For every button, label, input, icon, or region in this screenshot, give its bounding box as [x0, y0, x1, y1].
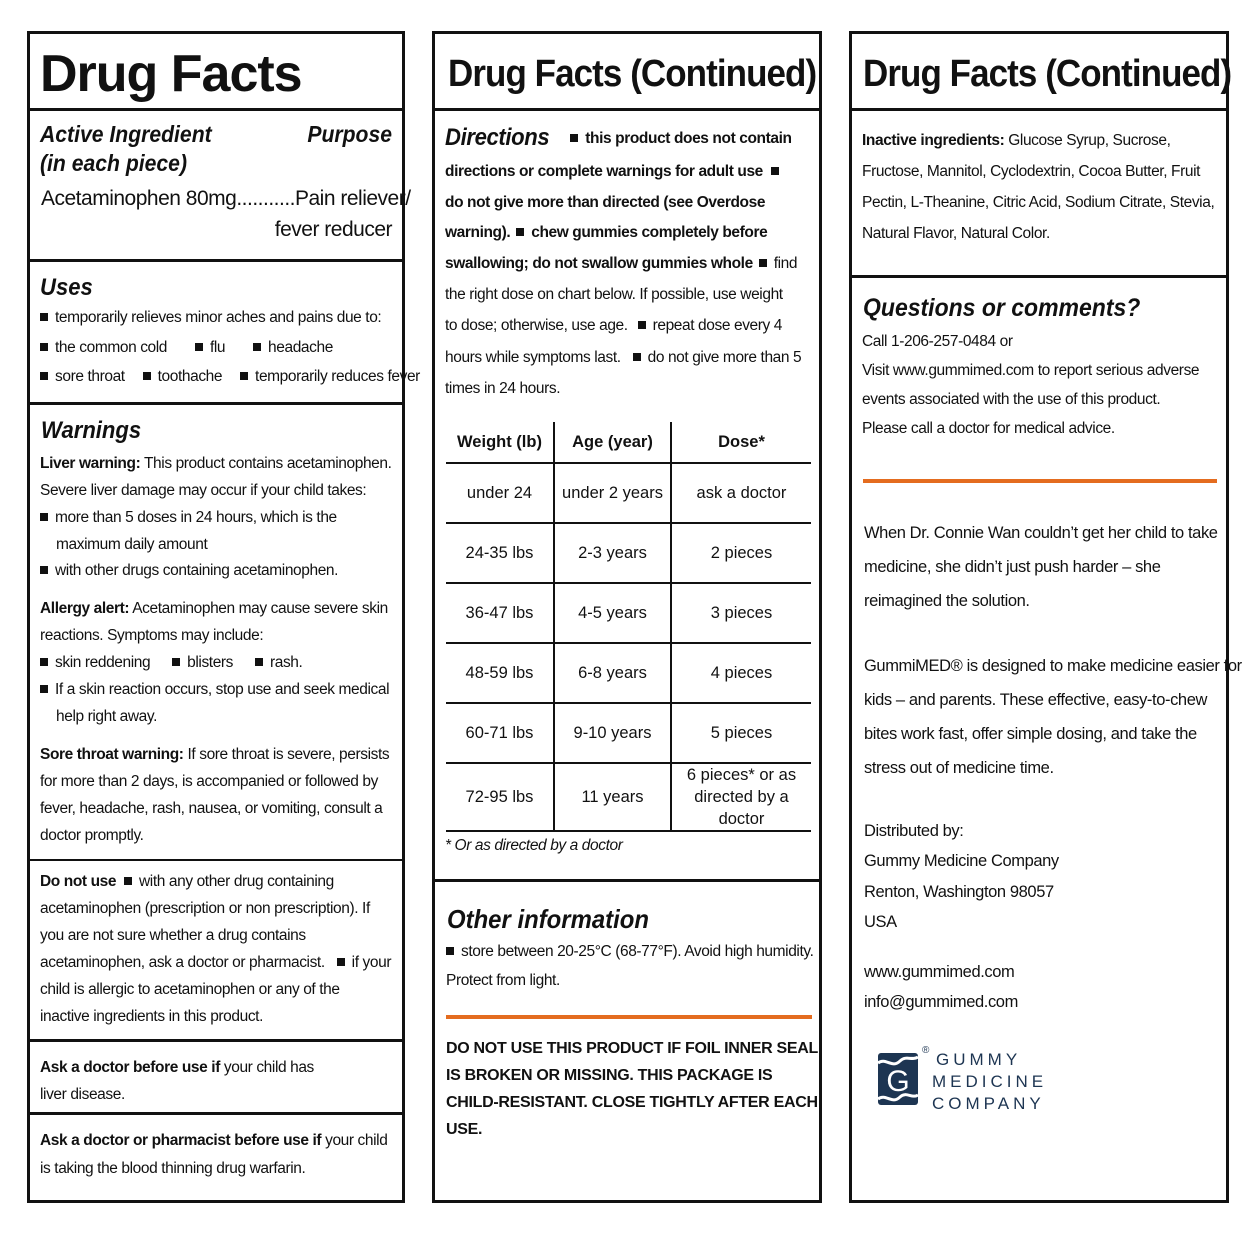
cell-weight: 60-71 lbs — [446, 704, 555, 762]
questions-line-1: Call 1-206-257-0484 or — [862, 333, 1013, 350]
donot-text-6: inactive ingredients in this product. — [40, 1008, 263, 1025]
ingredient-name: Acetaminophen 80mg — [41, 187, 237, 210]
liver-bullet-1-cont: maximum daily amount — [56, 536, 208, 553]
cell-age: under 2 years — [555, 464, 672, 522]
allergy-text: reactions. Symptoms may include: — [40, 627, 264, 644]
directions-line-6: the right dose on chart below. If possible, use weight — [445, 286, 783, 303]
seal-warning-4: USE. — [446, 1121, 483, 1138]
story-line-2: medicine, she didn’t just push harder – she — [864, 558, 1161, 576]
uses-row-1: the common cold flu headache — [40, 334, 333, 361]
liver-bullet-1: more than 5 doses in 24 hours, which is the — [40, 504, 337, 531]
brand-line-3: bites work fast, offer simple dosing, and take the — [864, 725, 1197, 743]
logo-text-line-1: GUMMY — [936, 1050, 1022, 1069]
questions-section — [852, 278, 1242, 1200]
questions-line-2: Visit www.gummimed.com to report serious adverse — [862, 362, 1200, 379]
liver-warning: Liver warning: This product contains acetaminophen. — [40, 455, 392, 472]
uses-intro: temporarily relieves minor aches and pains due to: — [40, 304, 381, 331]
cell-weight: 48-59 lbs — [446, 644, 555, 702]
questions-line-4: Please call a doctor for medical advice. — [862, 420, 1115, 437]
cell-weight: 24-35 lbs — [446, 524, 555, 582]
cell-dose: 6 pieces* or as directed by a doctor — [686, 766, 797, 828]
directions-section — [435, 111, 819, 882]
do-not-use: Do not use with any other drug containing — [40, 873, 334, 890]
table-footnote: * Or as directed by a doctor — [445, 837, 623, 854]
donot-text-5: child is allergic to acetaminophen or any of the — [40, 981, 340, 998]
sore-throat-warning: Sore throat warning: If sore throat is severe, persists — [40, 746, 390, 763]
drug-facts-panel — [27, 31, 420, 1203]
panel-title: Drug Facts (Continued) — [863, 53, 1232, 95]
warnings-section — [30, 405, 402, 861]
table-row — [446, 464, 811, 524]
donot-text-4: acetaminophen, ask a doctor or pharmacist. if your — [40, 954, 392, 971]
svg-text:G: G — [886, 1065, 910, 1098]
other-heading: Other information — [447, 904, 649, 934]
table-row — [446, 764, 811, 832]
inactive-ingredients-section — [852, 111, 1226, 278]
questions-heading: Questions or comments? — [863, 294, 1141, 322]
cell-dose: 5 pieces — [710, 724, 773, 742]
panel-title: Drug Facts (Continued) — [448, 53, 817, 95]
directions-line-7: to dose; otherwise, use age. repeat dose every 4 — [445, 317, 782, 334]
cell-dose: ask a doctor — [696, 484, 787, 502]
other-line-2: Protect from light. — [446, 972, 560, 989]
cell-age: 6-8 years — [555, 644, 672, 702]
allergy-bullet-2: If a skin reaction occurs, stop use and seek medical — [40, 676, 389, 703]
uses-heading: Uses — [40, 274, 93, 301]
active-heading: Active Ingredient — [40, 121, 212, 147]
leader-dots: ........... — [236, 187, 295, 210]
cell-weight: under 24 — [446, 464, 555, 522]
table-row — [446, 524, 811, 584]
ask-doctor-cont: liver disease. — [40, 1086, 125, 1103]
seal-warning-1: DO NOT USE THIS PRODUCT IF FOIL INNER SEAL — [446, 1040, 819, 1057]
donot-text-3: you are not sure whether a drug contains — [40, 927, 306, 944]
seal-warning-2: IS BROKEN OR MISSING. THIS PACKAGE IS — [446, 1067, 773, 1084]
story-line-3: reimagined the solution. — [864, 592, 1030, 610]
liver-bullet-2: with other drugs containing acetaminophen. — [40, 557, 338, 584]
logo-text-line-3: COMPANY — [932, 1094, 1045, 1113]
company-country: USA — [864, 913, 897, 931]
cell-age: 11 years — [555, 764, 672, 830]
donot-text-2: acetaminophen (prescription or non prescription). If — [40, 900, 370, 917]
directions-line-3: do not give more than directed (see Overdose — [445, 194, 766, 211]
company-address: Renton, Washington 98057 — [864, 883, 1054, 901]
email-link[interactable]: info@gummimed.com — [864, 993, 1018, 1011]
seal-warning-3: CHILD-RESISTANT. CLOSE TIGHTLY AFTER EACH — [446, 1094, 818, 1111]
header-dose: Dose* — [718, 433, 765, 451]
cell-age: 4-5 years — [555, 584, 672, 642]
purpose-heading: Purpose — [307, 121, 392, 147]
uses-section — [30, 262, 420, 405]
company-name: Gummy Medicine Company — [864, 852, 1059, 870]
title-section — [435, 34, 819, 111]
ask-doctor: Ask a doctor before use if your child has — [40, 1059, 314, 1076]
table-row — [446, 584, 811, 644]
questions-line-3: events associated with the use of this product. — [862, 391, 1161, 408]
ingredient-line — [41, 187, 411, 211]
brand-line-4: stress out of medicine time. — [864, 759, 1054, 777]
directions-line-9: times in 24 hours. — [445, 380, 561, 397]
ask-pharmacist-section — [30, 1115, 402, 1200]
other-information-section — [435, 882, 819, 1200]
do-not-use-section — [30, 861, 402, 1042]
table-header-row — [446, 422, 811, 464]
inactive-line-4: Natural Flavor, Natural Color. — [862, 225, 1050, 242]
directions-heading: Directions — [445, 124, 550, 151]
liver-warning-text: Severe liver damage may occur if your child takes: — [40, 482, 367, 499]
cell-weight: 36-47 lbs — [446, 584, 555, 642]
distributed-by-label: Distributed by: — [864, 822, 964, 840]
title-section — [852, 34, 1232, 111]
table-row — [446, 644, 811, 704]
uses-row-2: sore throat toothache temporarily reduces fever — [40, 363, 420, 390]
directions-line-8: hours while symptoms last. do not give more than 5 — [445, 349, 802, 366]
directions-line-2: directions or complete warnings for adult use — [445, 158, 786, 185]
active-heading-sub: (in each piece) — [40, 150, 187, 176]
website-link[interactable]: www.gummimed.com — [864, 963, 1015, 981]
dosage-table — [446, 422, 811, 832]
g-logo-icon — [876, 1049, 922, 1107]
title-section — [30, 34, 402, 111]
table-row — [446, 704, 811, 764]
allergy-bullet-2-cont: help right away. — [56, 708, 158, 725]
directions-line-1: Directions this product does not contain — [445, 124, 792, 151]
inactive-line-1: Inactive ingredients: Glucose Syrup, Sucrose, — [862, 132, 1171, 149]
brand-line-1: GummiMED® is designed to make medicine easier for — [864, 657, 1242, 675]
cell-weight: 72-95 lbs — [446, 764, 555, 830]
allergy-symptoms: skin reddening blisters rash. — [40, 649, 302, 676]
drug-facts-continued-panel — [432, 31, 822, 1203]
story-line-1: When Dr. Connie Wan couldn’t get her child to take — [864, 524, 1218, 542]
ask-pharmacist-cont: is taking the blood thinning drug warfarin. — [40, 1160, 306, 1177]
cell-dose: 3 pieces — [710, 604, 773, 622]
purpose-text-cont: fever reducer — [274, 218, 392, 241]
purpose-text: Pain reliever/ — [295, 187, 411, 210]
ask-doctor-section — [30, 1042, 402, 1115]
orange-divider — [446, 1015, 812, 1019]
directions-line-4: warning). chew gummies completely before — [445, 224, 768, 241]
panel-title: Drug Facts — [40, 45, 302, 103]
allergy-alert: Allergy alert: Acetaminophen may cause severe skin — [40, 600, 388, 617]
active-ingredient-section — [30, 111, 411, 262]
cell-dose: 4 pieces — [710, 664, 773, 682]
inactive-line-2: Fructose, Mannitol, Cyclodextrin, Cocoa Butter, Fruit — [862, 163, 1201, 180]
warnings-heading: Warnings — [41, 417, 142, 444]
sore-text-3: fever, headache, rash, nausea, or vomiting, consult a — [40, 800, 383, 817]
header-age: Age (year) — [555, 422, 672, 462]
logo-text-line-2: MEDICINE — [932, 1072, 1048, 1091]
orange-divider — [863, 479, 1217, 483]
registered-mark: ® — [922, 1045, 930, 1056]
other-line-1: store between 20-25°C (68-77°F). Avoid high humidity. — [446, 938, 814, 965]
sore-text-4: doctor promptly. — [40, 827, 144, 844]
brand-line-2: kids – and parents. These effective, easy-to-chew — [864, 691, 1207, 709]
cell-age: 9-10 years — [555, 704, 672, 762]
cell-age: 2-3 years — [555, 524, 672, 582]
inactive-line-3: Pectin, L-Theanine, Citric Acid, Sodium Citrate, Stevia, — [862, 194, 1215, 211]
company-logo — [876, 1049, 922, 1107]
drug-facts-continued-panel-2 — [849, 31, 1242, 1203]
ask-pharmacist: Ask a doctor or pharmacist before use if your child — [40, 1132, 388, 1149]
header-weight: Weight (lb) — [446, 422, 555, 462]
sore-text-2: for more than 2 days, is accompanied or followed by — [40, 773, 379, 790]
cell-dose: 2 pieces — [710, 544, 773, 562]
directions-line-5: swallowing; do not swallow gummies whole find — [445, 255, 798, 272]
